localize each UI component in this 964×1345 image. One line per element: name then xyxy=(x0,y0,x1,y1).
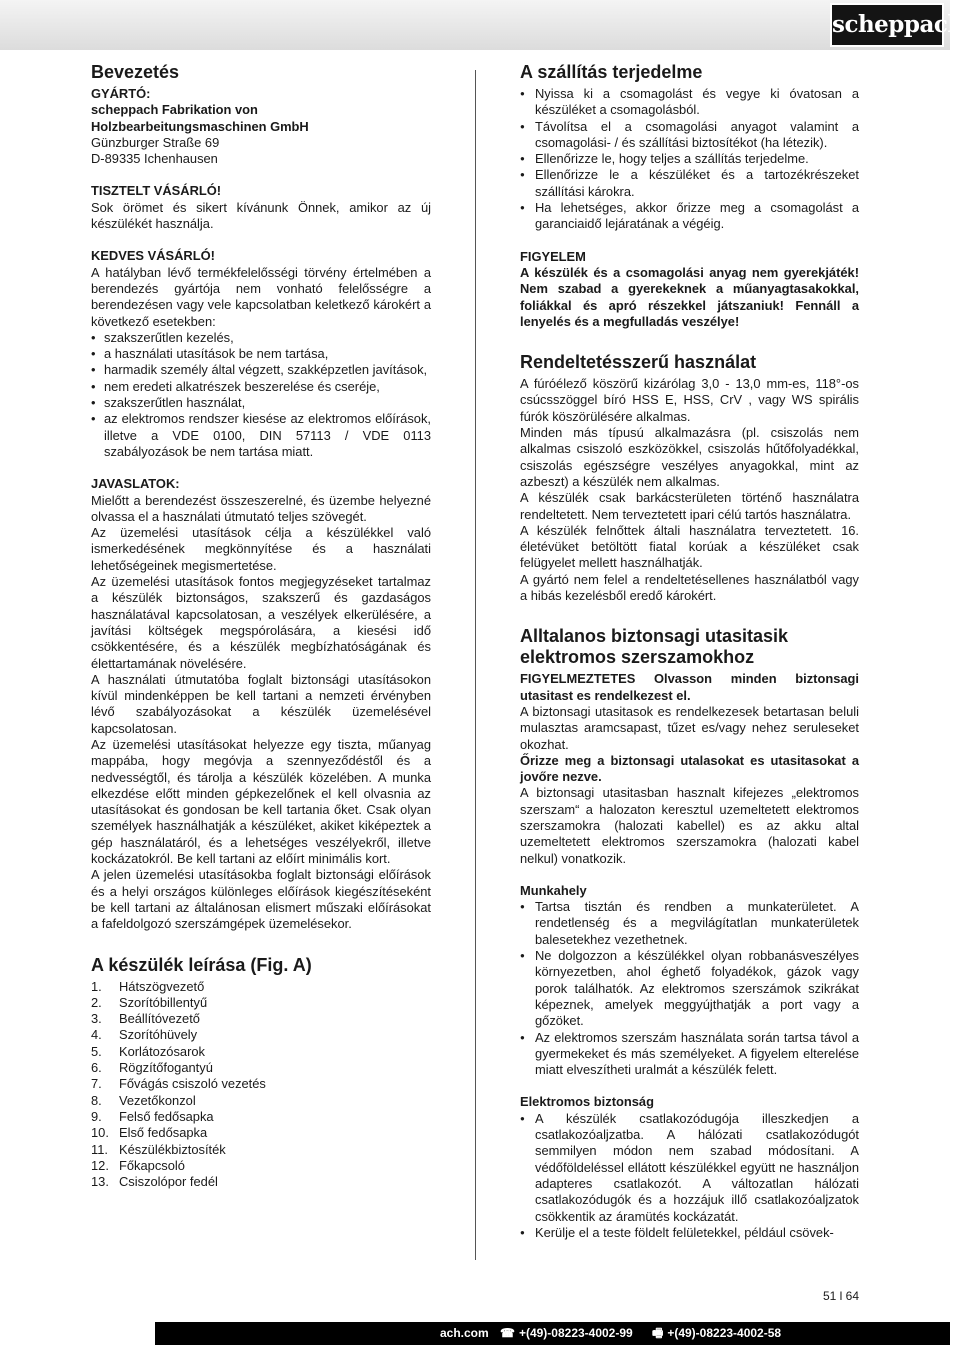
dear-customer-label-1: TISZTELT VÁSÁRLÓ! xyxy=(91,183,222,199)
list-item: ● Ellenőrizze le a készüléket és a tartozékrészeket szállítási károkra. xyxy=(520,167,859,200)
list-item: ● Tartsa tisztán és rendben a munkaterületet. A rendetlenség és a megvilágítatlan munkaterületek balesetekhez vezethetnek. xyxy=(520,899,859,948)
list-item: ● Távolítsa el a csomagolási anyagot valamint a csomagolási- / és szállítási biztosítékot (ha létezik). xyxy=(520,119,859,152)
workplace-list xyxy=(520,899,859,1078)
tips-paragraph: Az üzemelési utasítások fontos megjegyzéseket tartalmaz a készülék biztonságos, szakszerű és gazdaságos használatával kapcsolatosan, a veszélyek elkerülésére, a javítási költségek megspórolására, a kiesési idő csökkentésére, és a készülék megbízhatóságának és élettartamának növelésére. xyxy=(91,574,431,671)
brand-logo: scheppach xyxy=(830,3,944,47)
list-item: 7. Fővágás csiszoló vezetés xyxy=(91,1076,266,1092)
use-paragraph: A gyártó nem felel a rendeltetésellenes használatból vagy a hibás kezelésből eredő károkért. xyxy=(520,571,859,604)
safety-text: A biztonsagi utasitasok es rendelkezesek betartasan beluli mulasztas aramcsapast, tűzet es/vagy nehez seruleseket okozhat. xyxy=(520,703,859,752)
company-name-2: Holzbearbeitungsmaschinen GmbH xyxy=(91,118,309,134)
list-item: 9. Felső fedősapka xyxy=(91,1108,214,1124)
list-item: 13. Csiszolópor fedél xyxy=(91,1174,218,1190)
heading-intro: Bevezetés xyxy=(91,62,180,82)
safety-keep-notice: Őrizze meg a biztonsagi utalasokat es utasitasokat a jovőre nezve. xyxy=(520,752,859,785)
list-item: ● Kerülje el a teste földelt felületekkel, például csövek- xyxy=(520,1225,859,1241)
warning-label: FIGYELEM xyxy=(520,248,586,264)
heading-delivery-scope: A szállítás terjedelme xyxy=(520,62,703,82)
list-item: • szakszerűtlen kezelés, xyxy=(91,330,431,346)
manufacturer-label: GYÁRTÓ: xyxy=(91,86,151,101)
list-item: ● Nyissa ki a csomagolást és vegye ki óvatosan a készüléket a csomagolásból. xyxy=(520,86,859,119)
company-name-1: scheppach Fabrikation von xyxy=(91,102,258,118)
list-item: ● Ellenőrizze le, hogy teljes a szállítás terjedelme. xyxy=(520,151,859,167)
list-item: 8. Vezetőkonzol xyxy=(91,1092,196,1108)
list-item: ● Ne dolgozzon a készülékkel olyan robbanásveszélyes környezetben, ahol éghető folyadékok, gázok vagy porok találhatók. Az elektromos szerszámok szikrákat képeznek, amelyek meggyújthatják a port vagy a gőzöket. xyxy=(520,948,859,1029)
company-street: Günzburger Straße 69 xyxy=(91,134,220,150)
dear-customer-label-2: KEDVES VÁSÁRLÓ! xyxy=(91,248,215,264)
list-item: 12. Főkapcsoló xyxy=(91,1157,185,1173)
list-item: • az elektromos rendszer kiesése az elektromos előírások, illetve a VDE 0100, DIN 57113 / VDE 0113 szabályozások be nem tartása miatt. xyxy=(91,411,431,460)
electrical-list xyxy=(520,1111,859,1241)
company-city: D-89335 Ichenhausen xyxy=(91,151,218,167)
left-column xyxy=(91,62,431,1190)
list-item: • a használati utasítások be nem tartása, xyxy=(91,346,431,362)
electrical-safety-label: Elektromos biztonság xyxy=(520,1094,654,1110)
column-divider xyxy=(475,70,476,1260)
tips-paragraph: Az üzemelési utasításokat helyezze egy tiszta, műanyag mappába, hogy megóvja a szennyeződéstől és a nedvességtől, és tárolja a készülék közelében. A munka elkezdése előtt minden gépkezelőnek el kell olvasnia az utasításokat és gondosan be kell tartania őket. Csak olyan személyek használhatják a készüléket, akiket kiképeztek a gép használatáról, és a lehetséges veszélyekről, illetve kockázatokról. Be kell tartani az előírt minimális kort. xyxy=(91,736,431,867)
dear-customer-text-1: Sok örömet és sikert kívánunk Önnek, amikor az új készülékét használja. xyxy=(91,199,431,232)
tips-paragraph: A jelen üzemelési utasításokba foglalt biztonsági előírások és a helyi országos különleges előírások kiegészítéseként be kell tartani az általánosan elismert műszaki előírásokat a fafeldolgozó szerszámgépek üzemelésekor. xyxy=(91,867,431,932)
list-item: ● Ha lehetséges, akkor őrizze meg a csomagolást a garanciaidő lejáratának a végéig. xyxy=(520,200,859,233)
parts-list xyxy=(91,979,431,1191)
list-item: 11. Készülékbiztosíték xyxy=(91,1141,226,1157)
dear-customer-text-2: A hatályban lévő termékfelelősségi törvény értelmében a berendezés gyártója nem vonható felelősségre a berendezésen vagy vele kapcsolatban keletkező károkért a következő esetekben: xyxy=(91,264,431,329)
list-item: 6. Rögzítőfogantyú xyxy=(91,1060,213,1076)
list-item: 3. Beállítóvezető xyxy=(91,1011,200,1027)
tips-paragraph: Az üzemelési utasítások célja a készülékkel való ismerkedésének megkönnyítése és a használati lehetőségeinek megismertetése. xyxy=(91,525,431,573)
use-paragraph: Minden más típusú alkalmazásra (pl. csiszolás nem alkalmas csiszoló eszközökkel, csiszolás hűtőfolyadékkal, csiszolás egészségre veszélyes anyagokkal, mint az azbeszt) a készülék nem alkalmas. xyxy=(520,425,859,489)
list-item: • nem eredeti alkatrészek beszerelése és cseréje, xyxy=(91,379,431,395)
safety-definition: A biztonsagi utasitasban hasznalt kifejezes „elektromos szerszam“ a halozaton keresztul uzemeltetett elektromos szerszamokra (halozati kabellel) es az akku altal uzemeltetett elektromos szerszamokra (halozati kabel nelkul) vonatkozik. xyxy=(520,785,859,866)
list-item: ● A készülék csatlakozódugója illeszkedjen a csatlakozóaljzatba. A hálózati csatlakozódugót semmilyen módon nem szabad módosítani. A védőföldeléssel ellátott készülékkel együtt ne használjon adapteres csatlakozót. A változatlan hálózati csatlakozódugók és a hozzájuk illő csatlakozóaljzatok csökkentik az áramütés kockázatát. xyxy=(520,1111,859,1225)
list-item: ● Az elektromos szerszám használata során tartsa távol a gyermekeket és más személyeket. A figyelem elterelése miatt elveszítheti uralmát a készülék felett. xyxy=(520,1030,859,1079)
footer-phone: ☎ +(49)-08223-4002-99 xyxy=(500,1326,633,1340)
footer-fax: 🖷 +(49)-08223-4002-58 xyxy=(652,1326,782,1340)
use-paragraph: A készülék felnőttek általi használatra terveztetett. 16. életévüket betöltött fiatal korúak a készüléket csak felügyelet mellett használhatják. xyxy=(520,522,859,571)
tips-label: JAVASLATOK: xyxy=(91,476,180,492)
use-paragraph: A készülék csak barkácsterületen történő használatra rendeltetett. Nem terveztetett ipari célú tartós használatra. xyxy=(520,490,859,522)
phone-icon: ☎ xyxy=(500,1326,515,1340)
footer-web: ach.com xyxy=(440,1326,489,1340)
right-column xyxy=(520,62,859,1241)
page-number: 51 l 64 xyxy=(823,1289,860,1303)
list-item: 10. Első fedősapka xyxy=(91,1125,208,1141)
liability-list xyxy=(91,330,431,460)
tips-paragraph: A használati útmutatóba foglalt biztonsági utasításokon kívül mindenképpen be kell tartani a nemzeti érvényben lévő szabályozásokat a készülék üzemelésével kapcsolatosan. xyxy=(91,671,431,736)
warning-text: A készülék és a csomagolási anyag nem gyerekjáték! Nem szabad a gyerekeknek a műanyagtasakokkal, foliákkal és apró részekkel játszaniuk! Fennáll a lenyelés és a megfulladás veszélye! xyxy=(520,264,859,329)
header-bar xyxy=(0,0,950,50)
list-item: 5. Korlátozósarok xyxy=(91,1043,205,1059)
scope-list xyxy=(520,86,859,233)
list-item: 4. Szorítóhüvely xyxy=(91,1027,198,1043)
heading-intended-use: Rendeltetésszerű használat xyxy=(520,352,757,373)
list-item: • szakszerűtlen használat, xyxy=(91,395,431,411)
footer-blank xyxy=(0,1322,155,1345)
list-item: 1. Hátszögvezető xyxy=(91,978,205,994)
use-paragraph: A fúróélező köszörű kizárólag 3,0 - 13,0 mm-es, 118°-os csúcsszöggel bíró HSS E, HSS, CrV , vagy WS spirális fúrók köszörülésére alkalmas. xyxy=(520,376,859,424)
heading-general-safety: Alltalanos biztonsagi utasitasik elektromos szerszamokhoz xyxy=(520,626,789,668)
safety-warning: FIGYELMEZTETES Olvasson minden biztonsagi utasitast es rendelkezest el. xyxy=(520,671,859,703)
heading-device-description: A készülék leírása (Fig. A) xyxy=(91,954,312,975)
list-item: 2. Szorítóbillentyű xyxy=(91,994,208,1010)
fax-icon: 🖷 xyxy=(652,1326,664,1340)
list-item: • harmadik személy által végzett, szakképzetlen javítások, xyxy=(91,362,431,378)
tips-paragraph: Mielőtt a berendezést összeszerelné, és üzembe helyezné olvassa el a használati útmutató teljes szövegét. xyxy=(91,492,431,524)
workplace-label: Munkahely xyxy=(520,882,587,898)
